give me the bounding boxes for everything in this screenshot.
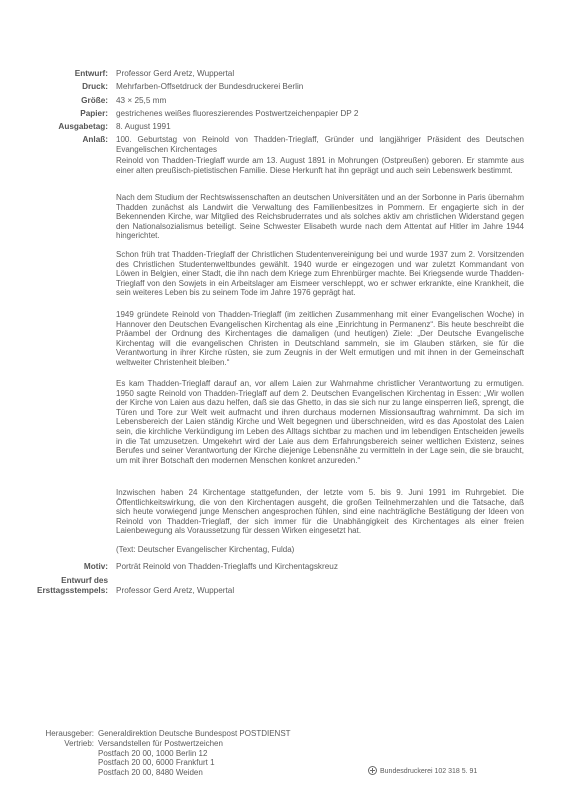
field-label: Größe: bbox=[81, 96, 108, 105]
anlass-paragraph: Es kam Thadden-Trieglaff darauf an, vor allem Laien zur Wahrnahme christlicher Verantwortung zu ermutigen. 1950 sagte Reinold von Thadden-Trieglaff auf dem 2. Deutschen Evangelischen Kirchentag in Essen: „Wir wollen der Kirche von Laien aus dazu helfen, daß sie das Ghetto, in das sie sich nur zu lange einsperren ließ, sprengt, die Türen und Tore zur Welt weit aufmacht und ihren durchaus modernen Missionsauftrag wahrnimmt. Da sich im Lebensbereich der Laien ständig Kirche und Welt begegnen und überschneiden, wird es das Apostolat des Laien sein, die kirchliche Verkündigung im Leben des Alltags sichtbar zu machen und im lebendigen Entscheiden jeweils in die Tat umzusetzen. Umgekehrt wird der Laie aus dem Erfahrungsbereich seiner weltlichen Existenz, seines Berufes und seiner Verantwortung der Kirche diejenige Lebensnähe zu vermitteln in der Lage sein, die sie braucht, um mit ihrer Botschaft den modernen Menschen konkret anzureden.“ bbox=[116, 379, 524, 465]
field-value: 8. August 1991 bbox=[116, 122, 171, 131]
footer-value: Postfach 20 00, 1000 Berlin 12 bbox=[98, 749, 208, 758]
field-label: Ersttagsstempels: bbox=[37, 586, 108, 595]
field-value: gestrichenes weißes fluoreszierendes Postwertzeichenpapier DP 2 bbox=[116, 109, 359, 118]
footer-value: Generaldirektion Deutsche Bundespost POSTDIENST bbox=[98, 729, 291, 738]
anlass-source: (Text: Deutscher Evangelischer Kirchentag, Fulda) bbox=[116, 545, 295, 554]
anlass-paragraph: Inzwischen haben 24 Kirchentage stattgefunden, der letzte vom 5. bis 9. Juni 1991 im Ruhrgebiet. Die Öffentlichkeitswirkung, die von den Kirchentagen ausgeht, die großen Teilnehmerzahlen und die Tatsache, daß sich heute vorwiegend junge Menschen angesprochen fühlen, sind eine nachträgliche Bestätigung der Ideen von Reinold von Thadden-Trieglaff, der sich immer für die Unabhängigkeit des Kirchentages als einer freien Laienbewegung als Voraussetzung für dessen Wirken eingesetzt hat. bbox=[116, 488, 524, 536]
anlass-paragraph: Schon früh trat Thadden-Trieglaff der Christlichen Studentenvereinigung bei und wurde 1937 zum 2. Vorsitzenden des Christlichen Studentenweltbundes gewählt. 1940 wurde er eingezogen und war zuletzt Kommandant von Löwen in Belgien, einer Stadt, die ihn nach dem Kriege zum Ehrenbürger machte. Bei Kriegsende wurde Thadden-Trieglaff von den Sowjets in ein Arbeitslager am Eismeer verschleppt, wo er schwer erkrankte, eine Krankheit, die sein weiteres Leben bis zu seinem Tode im Jahre 1976 geprägt hat. bbox=[116, 250, 524, 298]
footer-value: Postfach 20 00, 8480 Weiden bbox=[98, 768, 203, 777]
anlass-paragraph: 1949 gründete Reinold von Thadden-Trieglaff (im zeitlichen Zusammenhang mit einer Evangelischen Woche) in Hannover den Deutschen Evangelischen Kirchentag als eine „Einrichtung in Permanenz“. Bis heute beschreibt die Präambel der Ordnung des Kirchentages die damaligen (und heutigen) Ziele: „Der Deutsche Evangelische Kirchentag will die evangelischen Christen in Deutschland sammeln, sie im Glauben stärken, sie für die Verantwortung in ihrer Kirche rüsten, sie zum Zeugnis in der Welt ermutigen und mit ihnen in der Gemeinschaft weltweiter Christenheit bleiben.“ bbox=[116, 310, 524, 367]
field-value: Professor Gerd Aretz, Wuppertal bbox=[116, 69, 235, 78]
field-label: Entwurf: bbox=[74, 69, 108, 78]
anlass-paragraph: 100. Geburtstag von Reinold von Thadden-Trieglaff, Gründer und langjähriger Präsident des Deutschen Evangelischen Kirchentages bbox=[116, 135, 524, 154]
field-label: Druck: bbox=[82, 82, 108, 91]
field-label: Papier: bbox=[80, 109, 108, 118]
field-label: Ausgabetag: bbox=[58, 122, 108, 131]
field-label: Motiv: bbox=[83, 562, 108, 571]
field-value: Professor Gerd Aretz, Wuppertal bbox=[116, 586, 235, 595]
printer-note: Bundesdruckerei 102 318 5. 91 bbox=[380, 768, 478, 775]
anlass-paragraph: Nach dem Studium der Rechtswissenschaften an deutschen Universitäten und an der Sorbonne in Paris übernahm Thadden zunächst als Landwirt die Verwaltung des Familienbesitzes in Pommern. Er engagierte sich in der Bekennenden Kirche, war Mitglied des Reichsbruderrates und als solches aktiv am christlichen Widerstand gegen den Nationalsozialismus beteiligt. Seine Schwester Elisabeth wurde nach dem Attentat auf Hitler im Jahre 1944 hingerichtet. bbox=[116, 193, 524, 241]
footer-value: Versandstellen für Postwertzeichen bbox=[98, 739, 223, 748]
footer-value: Postfach 20 00, 6000 Frankfurt 1 bbox=[98, 758, 215, 767]
anlass-paragraph: Reinold von Thadden-Trieglaff wurde am 13. August 1891 in Mohrungen (Ostpreußen) geboren. Er stammte aus einer alten preußisch-pietistischen Familie. Diese Herkunft hat ihn geprägt und auch sein Lebenswerk bestimmt. bbox=[116, 156, 524, 175]
field-label: Entwurf des bbox=[61, 576, 108, 585]
field-value: Mehrfarben-Offsetdruck der Bundesdruckerei Berlin bbox=[116, 82, 304, 91]
printer-imprint bbox=[368, 766, 477, 776]
footer-label: Herausgeber: bbox=[45, 729, 94, 738]
footer-label: Vertrieb: bbox=[64, 739, 94, 748]
field-value: Porträt Reinold von Thadden-Trieglaffs und Kirchentagskreuz bbox=[116, 562, 338, 571]
field-label: Anlaß: bbox=[82, 135, 108, 144]
field-value: 43 × 25,5 mm bbox=[116, 96, 167, 105]
bundesdruckerei-logo-icon bbox=[368, 766, 377, 775]
